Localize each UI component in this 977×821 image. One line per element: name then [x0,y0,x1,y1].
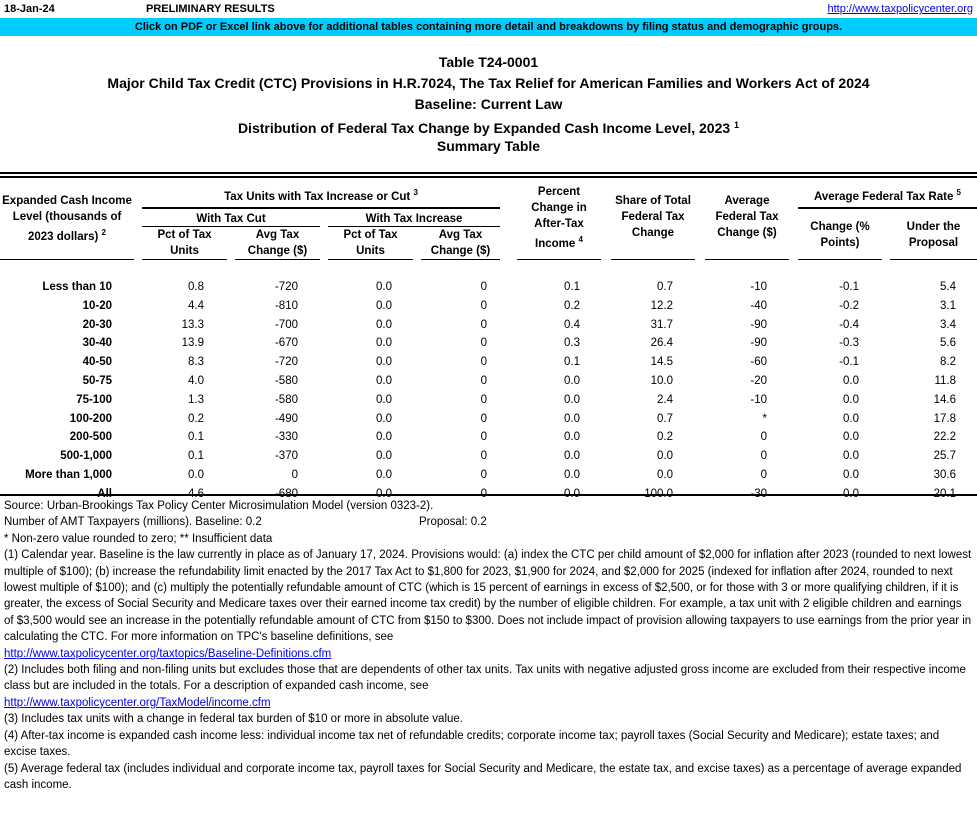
footnote-1: (1) Calendar year. Baseline is the law currently in place as of January 17, 2024. Provisions would: (a) index the CTC per child amount of $2,000 for inflation after 2023 (rounded to next lowest multiple of $100); (b) increase the refundability limit enacted by the 2017 Tax Act to $1,800 for 2023, $1,900 for 2024, and $2,000 for 2025 (indexed for inflation after 2024, rounded to next lowest multiple of $100); and (c) multiply the potentially refundable amount of CTC (which is 15 percent of earnings in excess of $2,500, or for those with 3 or more qualifying children, if it is greater, the excess of Social Security and Medicare taxes over their earned income tax credit) by the number of eligible children. For example, a tax unit with 2 eligible children and earnings of $3,500 would see an increase in the potentially refundable amount of CTC from $150 to $300. Does not include impact of provision allowing taxpayers to use earnings from the prior year in calculating the CTC. For more information on TPC's baseline definitions, see [4,549,972,644]
header-tax-units-group: Tax Units with Tax Increase or Cut $^3$ [224,188,418,203]
group-rule [142,207,500,209]
legend-note: * Non-zero value rounded to zero; ** Insufficient data [4,532,273,545]
header-top-rule [0,172,977,174]
table-title: Major Child Tax Credit (CTC) Provisions in H.R.7024, The Tax Relief for American Families and Workers Act of 2024 [107,75,870,91]
header-cut-pct-units: Pct of Tax Units [157,229,212,257]
table-row: More than 1,000 0.0 0 0.0 0 0.0 0.0 0 0.0 30.6 [25,468,956,481]
table-row-total: All 4.6 -680 0.0 0 0.0 100.0 -30 0.0 20.1 [97,487,956,500]
tpc-site-link[interactable]: http://www.taxpolicycenter.org [827,3,973,15]
footnote-5: (5) Average federal tax (includes individual and corporate income tax, payroll taxes for Social Security and Medicare, the estate tax, and excise taxes) as a percentage of average expanded cash income. [4,762,962,791]
table-row: 500-1,000 0.1 -370 0.0 0 0.0 0.0 0 0.0 25.7 [60,450,956,463]
baseline-label: Baseline: Current Law [414,96,563,112]
footnote-4: (4) After-tax income is expanded cash income less: individual income tax net of refundable credits; corporate income tax; payroll taxes (Social Security and Medicare); estate taxes; and excise taxes. [4,729,940,759]
header-inc-pct-units: Pct of Tax Units [343,229,398,257]
table-id: Table T24-0001 [438,54,539,70]
baseline-definitions-link[interactable]: http://www.taxpolicycenter.org/taxtopics/Baseline-Definitions.cfm [4,647,332,660]
footnote-3: (3) Includes tax units with a change in federal tax burden of $10 or more in absolute value. [4,713,463,726]
table-row: 100-200 0.2 -490 0.0 0 0.0 0.7 * 0.0 17.8 [69,412,956,425]
table-row: 20-30 13.3 -700 0.0 0 0.4 31.7 -90 -0.4 3.4 [82,318,956,331]
summary-label: Summary Table [436,138,541,154]
header-pct-change-after-tax: Percent Change in After-Tax Income $^4$ [531,186,587,250]
col-rule [705,259,789,260]
group-rule [798,207,977,209]
table-bottom-rule [0,494,977,496]
col-rule [142,259,227,260]
info-banner: Click on PDF or Excel link above for additional tables containing more detail and breakdowns by filing status and demographic groups. [0,18,977,36]
col-rule [517,259,601,260]
source-note: Source: Urban-Brookings Tax Policy Center Microsimulation Model (version 0323-2). [4,500,434,512]
col-rule [421,259,500,260]
header-cut-avg-change: Avg Tax Change ($) [247,229,308,257]
header-rate-change: Change (% Points) [810,221,870,249]
table-row: 50-75 4.0 -580 0.0 0 0.0 10.0 -20 0.0 11.8 [82,374,956,387]
top-bar [0,0,977,18]
header-with-tax-increase: With Tax Increase [365,213,463,225]
header-income-level: Expanded Cash Income Level (thousands of 2023 dollars) $^2$ [2,195,132,243]
footnote-ref: 1 [734,120,740,130]
col-rule [798,259,882,260]
table-row: 200-500 0.1 -330 0.0 0 0.0 0.2 0 0.0 22.2 [69,431,956,444]
col-rule [235,259,320,260]
header-inc-avg-change: Avg Tax Change ($) [430,229,491,257]
table-row: 40-50 8.3 -720 0.0 0 0.1 14.5 -60 -0.1 8.2 [82,356,956,369]
table-row: 30-40 13.9 -670 0.0 0 0.3 26.4 -90 -0.3 5.6 [82,337,956,350]
footnotes [4,498,974,793]
header-avg-fed-change: Average Federal Tax Change ($) [715,195,779,239]
data-table-body [0,278,977,504]
header-top-rule-2 [0,176,977,178]
report-date: 18-Jan-24 [4,3,55,15]
amt-taxpayers: Number of AMT Taxpayers (millions). Baseline: 0.2 Proposal: 0.2 [4,516,487,529]
table-titles [0,52,977,157]
table-row: Less than 10 0.8 -720 0.0 0 0.1 0.7 -10 -0.1 5.4 [42,281,956,293]
header-with-tax-cut: With Tax Cut [196,213,266,225]
header-avg-rate-group: Average Federal Tax Rate $^5$ [814,188,961,203]
preliminary-label: PRELIMINARY RESULTS [146,3,275,15]
income-model-link[interactable]: http://www.taxpolicycenter.org/TaxModel/income.cfm [4,696,271,709]
table-row: 10-20 4.4 -810 0.0 0 0.2 12.2 -40 -0.2 3.1 [82,299,956,312]
col-rule [890,259,977,260]
header-under-proposal: Under the Proposal [906,221,961,249]
col-rule [611,259,695,260]
table-row: 75-100 1.3 -580 0.0 0 0.0 2.4 -10 0.0 14.6 [76,393,956,406]
distribution-label: Distribution of Federal Tax Change by Expanded Cash Income Level, 2023 $^1$ [237,120,740,136]
footnote-2: (2) Includes both filing and non-filing units but excludes those that are dependents of other tax units. Tax units with negative adjusted gross income are excluded from their respective income class but are included in the totals. For a description of expanded cash income, see [4,664,966,693]
header-share-total: Share of Total Federal Tax Change [615,195,691,239]
col-rule [0,259,134,260]
col-rule [328,259,413,260]
